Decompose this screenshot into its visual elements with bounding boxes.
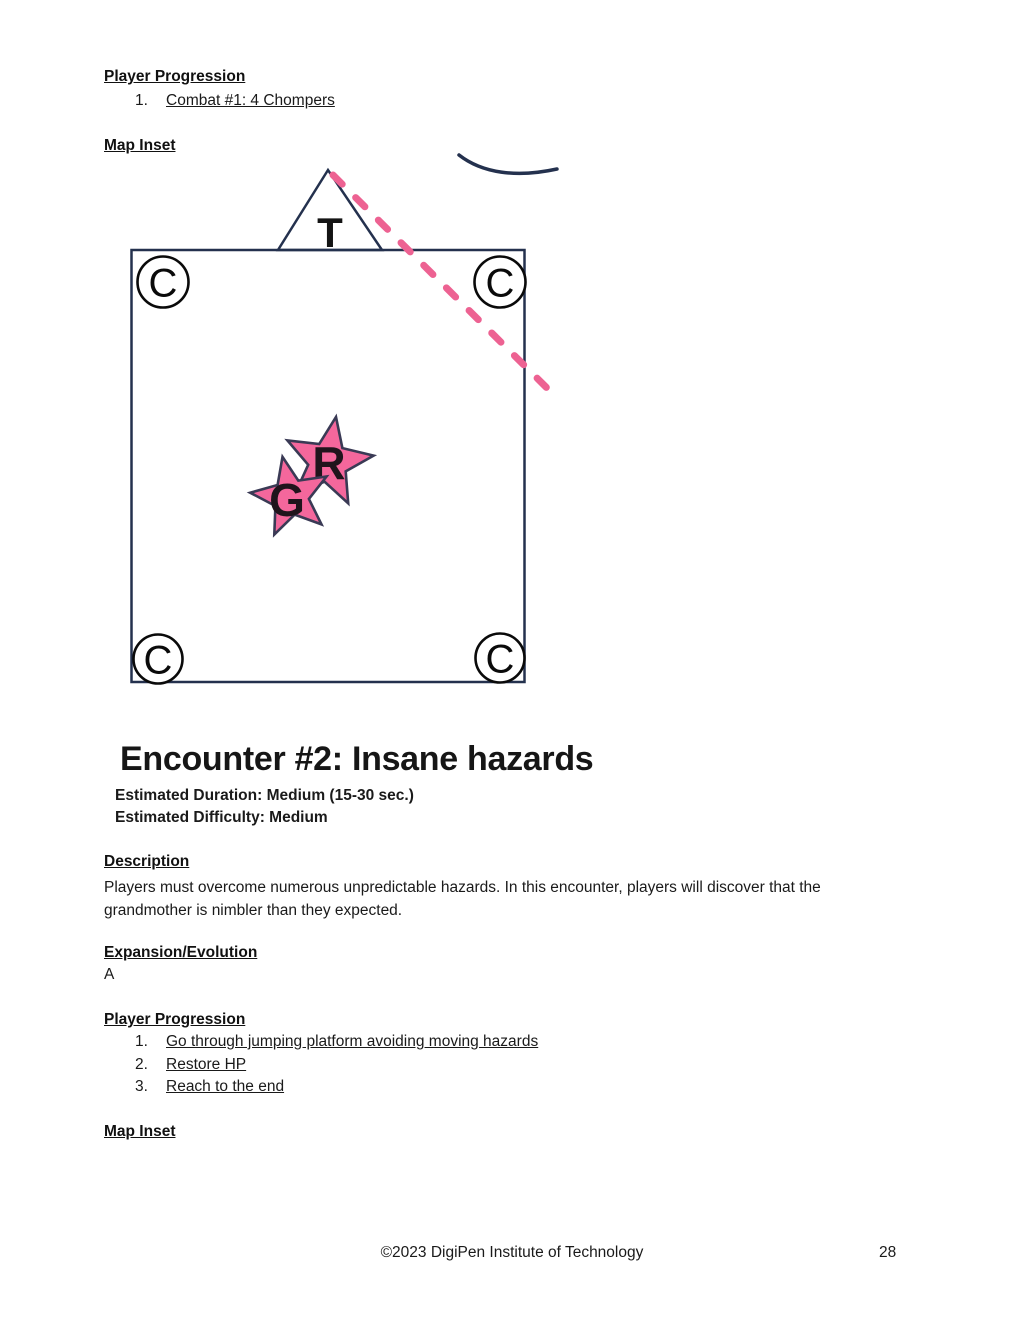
expansion-evolution-text: A xyxy=(104,966,115,983)
expansion-evolution-heading: Expansion/Evolution xyxy=(104,944,258,961)
description-text: Players must overcome numerous unpredictable hazards. In this encounter, players will discover that the grandmother is nimbler than they expected. xyxy=(104,879,821,919)
list-item-label: Restore HP xyxy=(166,1056,247,1073)
map-inset-heading-2: Map Inset xyxy=(104,1123,176,1140)
list-number: 3. xyxy=(135,1078,148,1095)
list-item xyxy=(135,1056,246,1074)
corner-marker-bottom-left xyxy=(134,635,183,684)
corner-marker-bottom-right xyxy=(476,634,525,683)
map-inset-figure xyxy=(90,140,580,700)
player-progression-heading-1: Player Progression xyxy=(104,68,246,85)
list-item-label: Combat #1: 4 Chompers xyxy=(166,92,335,109)
map-inset-heading-1: Map Inset xyxy=(104,137,176,154)
list-item xyxy=(135,1033,538,1051)
list-item-label: Go through jumping platform avoiding moving hazards xyxy=(166,1033,539,1050)
list-number: 1. xyxy=(135,1033,148,1050)
curve-stroke xyxy=(459,155,557,173)
player-progression-heading-2: Player Progression xyxy=(104,1011,246,1028)
corner-label: C xyxy=(143,638,173,683)
list-item-label: Reach to the end xyxy=(166,1078,285,1095)
description-heading: Description xyxy=(104,853,190,870)
list-item xyxy=(135,1078,284,1096)
list-number: 2. xyxy=(135,1056,148,1073)
encounter-title: Encounter #2: Insane hazards xyxy=(120,740,594,778)
estimated-duration-line: Estimated Duration: Medium (15-30 sec.) xyxy=(115,787,414,804)
list-number: 1. xyxy=(135,92,148,109)
star-g-label: G xyxy=(269,474,305,526)
corner-label: C xyxy=(148,261,178,306)
estimated-difficulty-line: Estimated Difficulty: Medium xyxy=(115,809,328,826)
corner-marker-top-right xyxy=(475,257,526,308)
triangle-label: T xyxy=(317,209,343,256)
footer-copyright: ©2023 DigiPen Institute of Technology xyxy=(380,1244,644,1261)
footer-page-number: 28 xyxy=(879,1244,897,1261)
star-r-label: R xyxy=(312,437,346,489)
corner-marker-top-left xyxy=(138,257,189,308)
corner-label: C xyxy=(485,261,515,306)
list-item xyxy=(135,92,335,110)
corner-label: C xyxy=(485,637,515,682)
